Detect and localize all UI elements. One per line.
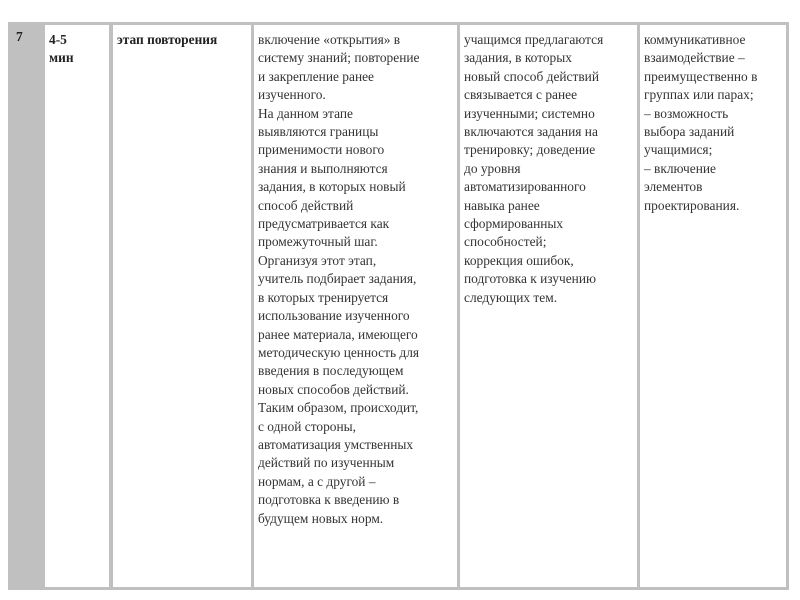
interaction-cell: коммуникативное взаимодействие – преимущественно в группах или парах; – возможность выбора заданий учащимися; – включение элементов проектирования. xyxy=(640,25,786,587)
duration-cell: 4-5 мин xyxy=(45,25,109,587)
row-number: 7 xyxy=(16,29,23,44)
lesson-table xyxy=(8,22,789,590)
stage-cell: этап повторения xyxy=(113,25,251,587)
tasks-cell: учащимся предлагаются задания, в которых новый способ действий связывается с ранее изученными; системно включаются задания на тренировку; доведение до уровня автоматизированного навыка ранее сформированных способностей; коррекция ошибок, подготовка к изучению следующих тем. xyxy=(460,25,637,587)
content-cell: включение «открытия» в систему знаний; повторение и закрепление ранее изученного. На данном этапе выявляются границы применимости нового знания и выполняются задания, в которых новый способ действий предусматривается как промежуточный шаг. Организуя этот этап, учитель подбирает задания, в которых тренируется использование изученного ранее материала, имеющего методическую ценность для введения в последующем новых способов действий. Таким образом, происходит, с одной стороны, автоматизация умственных действий по изученным нормам, а с другой – подготовка к введению в будущем новых норм. xyxy=(254,25,457,587)
